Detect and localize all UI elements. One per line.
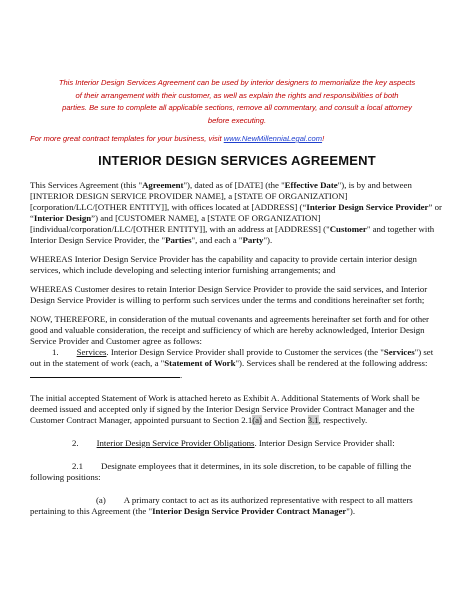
note-line: This Interior Design Services Agreement can be used by interior designers to memorialize the key aspects	[58, 78, 416, 87]
website-link[interactable]: www.NewMillenniaLegal.com	[223, 134, 323, 143]
section-number: 2.1	[72, 461, 83, 471]
section-2-obligations: 2. Interior Design Service Provider Obligations. Interior Design Service Provider shall:	[72, 438, 395, 448]
document-title: INTERIOR DESIGN SERVICES AGREEMENT	[98, 153, 376, 168]
exhibit-paragraph: The initial accepted Statement of Work is attached hereto as Exhibit A. Additional Statements of Work shall be deemed issued and accepted only if signed by the Interior Design Service Provider Contract Manager and the Customer Contract Manager, appointed pursuant to Section 2.1(a) and Section 3.1, respectively.	[30, 393, 420, 425]
templates-text: For more great contract templates for your business, visit	[30, 134, 224, 143]
document-body	[30, 180, 444, 525]
preamble-paragraph: This Services Agreement (this "Agreement"), dated as of [DATE] (the "Effective Date"), is by and between [INTERIOR DESIGN SERVICE PROVIDER NAME], a [STATE OF ORGANIZATION] [corporation/LLC/[OTHER ENTITY]], with offices located at [ADDRESS] (“Interior Design Service Provider” or “Interior Design”) and [CUSTOMER NAME], a [STATE OF ORGANIZATION] [individual/corporation/LLC/[OTHER ENTITY]], with an address at [ADDRESS] ("Customer" and together with Interior Design Service Provider, the "Parties", and each a "Party").	[30, 180, 442, 245]
note-line: before executing.	[207, 115, 267, 125]
now-therefore-paragraph: NOW, THEREFORE, in consideration of the mutual covenants and agreements hereinafter set forth and for other good and valuable consideration, the receipt and sufficiency of which are hereby acknowledged, Interior Design Service Provider and Customer agree as follows:	[30, 314, 429, 346]
section-number: (a)	[96, 495, 106, 505]
section-number: 2.	[72, 438, 79, 448]
templates-end: !	[322, 134, 325, 143]
note-line: of their arrangement with their customer, as well as explain the rights and responsibilities of both	[75, 90, 399, 100]
templates-note	[30, 133, 450, 145]
whereas-paragraph-2: WHEREAS Customer desires to retain Interior Design Service Provider to provide the said services, and Interior Design Service Provider is willing to perform such services under the terms and conditions hereinafter set forth;	[30, 284, 428, 305]
cross-reference: 3.1	[307, 415, 319, 425]
whereas-paragraph-1: WHEREAS Interior Design Service Provider has the capability and capacity to provide certain interior design services, which include developing and selecting interior furnishing arrangements; and	[30, 254, 417, 275]
instruction-note	[40, 77, 434, 127]
cross-reference: (a)	[252, 415, 262, 425]
section-2-1-a: (a) A primary contact to act as its authorized representative with respect to all matters pertaining to this Agreement (the "Interior Design Service Provider Contract Manager").	[30, 495, 413, 516]
address-blank-line	[30, 369, 180, 378]
section-1-services: 1. Services. Interior Design Service Provider shall provide to Customer the services (the "Services") set out in the statement of work (each, a "Statement of Work"). Services shall be rendered at the following address: .	[30, 347, 434, 380]
section-2-1: 2.1 Designate employees that it determines, in its sole discretion, to be capable of filling the following positions:	[30, 461, 412, 482]
note-line: parties. Be sure to complete all applicable sections, remove all commentary, and consult a local attorney	[62, 103, 412, 112]
section-heading: Interior Design Service Provider Obligations	[96, 438, 255, 448]
section-heading: Services	[76, 347, 107, 357]
section-number: 1.	[52, 347, 59, 357]
